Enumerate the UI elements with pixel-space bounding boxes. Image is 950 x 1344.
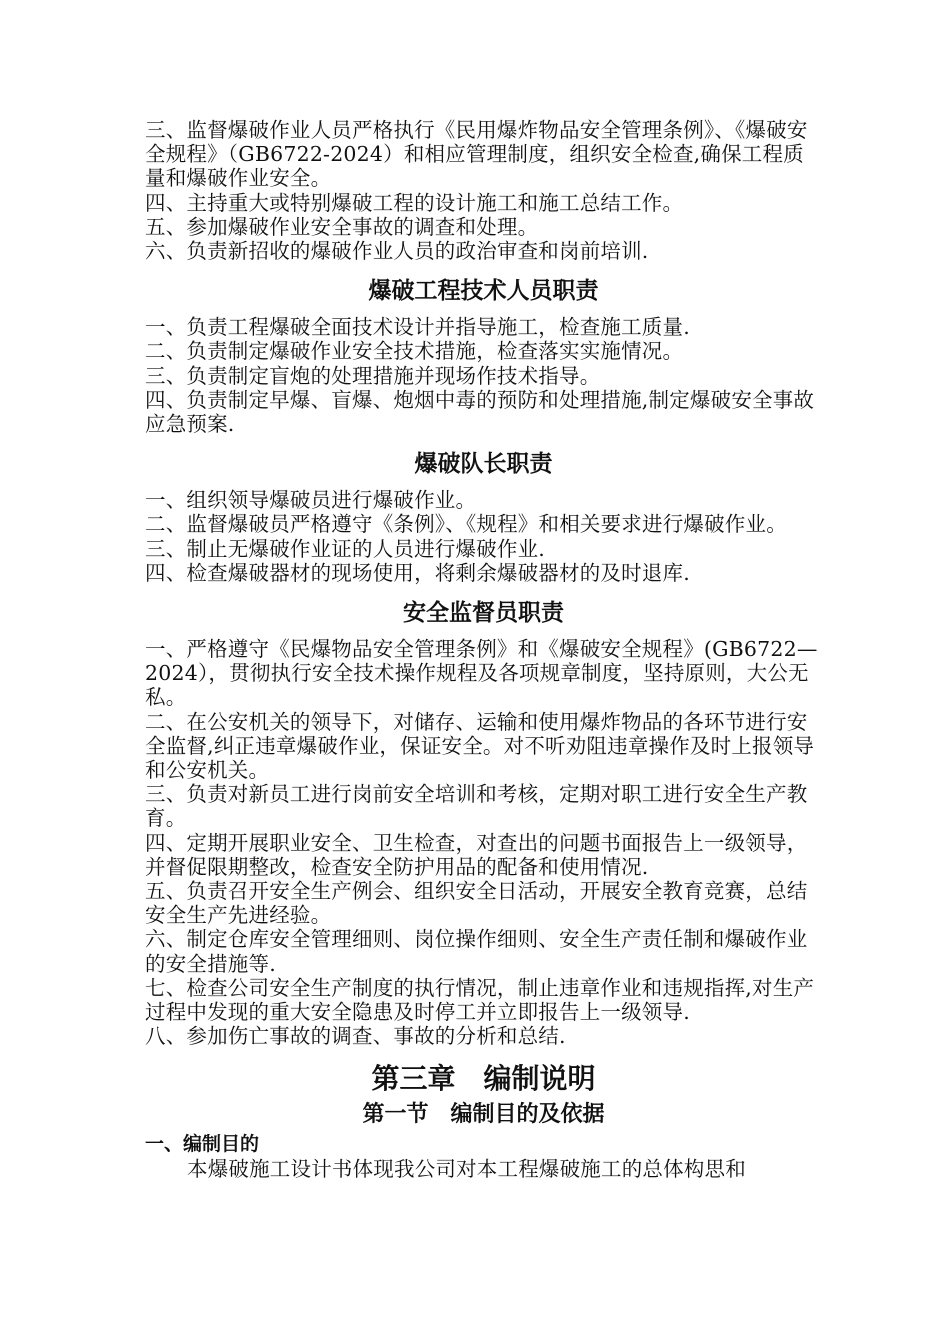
supervisor-duties-continued [145, 118, 822, 263]
duty-item: 二、在公安机关的领导下，对储存、运输和使用爆炸物品的各环节进行安全监督,纠正违章爆破作业，保证安全。对不听劝阻违章操作及时上报领导和公安机关。 [145, 709, 815, 783]
duty-item: 二、负责制定爆破作业安全技术措施，检查落实实施情况。 [145, 339, 684, 364]
duty-item: 三、负责制定盲炮的处理措施并现场作技术指导。 [145, 363, 601, 388]
chapter-title: 第三章 编制说明 [371, 1061, 596, 1095]
duty-item: 七、检查公司安全生产制度的执行情况，制止违章作业和违规指挥,对生产过程中发现的重大安全隐患及时停工并立即报告上一级领导. [145, 975, 815, 1025]
section-heading: 爆破队长职责 [414, 451, 553, 478]
tech-staff-section [145, 277, 822, 436]
subheading: 一、编制目的 [145, 1132, 260, 1155]
duty-item: 三、负责对新员工进行岗前安全培训和考核，定期对职工进行安全生产教育。 [145, 782, 808, 831]
duty-item: 一、组织领导爆破员进行爆破作业。 [145, 488, 477, 513]
duty-item: 四、检查爆破器材的现场使用，将剩余爆破器材的及时退库. [145, 560, 690, 585]
duty-item: 六、负责新招收的爆破作业人员的政治审查和岗前培训. [145, 239, 649, 264]
body-paragraph: 本爆破施工设计书体现我公司对本工程爆破施工的总体构思和 [187, 1156, 746, 1181]
chapter-three [145, 1061, 822, 1181]
section-heading: 安全监督员职责 [403, 600, 564, 627]
section-heading: 爆破工程技术人员职责 [368, 278, 599, 305]
duty-item: 四、主持重大或特别爆破工程的设计施工和施工总结工作。 [145, 190, 684, 215]
duty-item: 一、严格遵守《民爆物品安全管理条例》和《爆破安全规程》(GB6722—2024），贯彻执行安全技术操作规程及各项规章制度，坚持原则，大公无私。 [145, 637, 818, 710]
duty-item: 二、监督爆破员严格遵守《条例》、《规程》和相关要求进行爆破作业。 [145, 512, 787, 537]
duty-item: 三、监督爆破作业人员严格执行《民用爆炸物品安全管理条例》、《爆破安全规程》（GB6722-2024）和相应管理制度，组织安全检查,确保工程质量和爆破作业安全。 [145, 118, 808, 191]
safety-supervisor-section [145, 599, 822, 1048]
duty-item: 五、负责召开安全生产例会、组织安全日活动，开展安全教育竞赛，总结安全生产先进经验。 [145, 879, 808, 928]
section-title: 第一节 编制目的及依据 [362, 1101, 605, 1127]
team-leader-section [145, 450, 822, 585]
duty-item: 一、负责工程爆破全面技术设计并指导施工，检查施工质量. [145, 315, 690, 340]
duty-item: 四、定期开展职业安全、卫生检查，对查出的问题书面报告上一级领导，并督促限期整改，检查安全防护用品的配备和使用情况. [145, 830, 808, 879]
duty-item: 五、参加爆破作业安全事故的调查和处理。 [145, 214, 539, 239]
duty-item: 三、制止无爆破作业证的人员进行爆破作业. [145, 536, 546, 561]
duty-item: 八、参加伤亡事故的调查、事故的分析和总结. [145, 1024, 566, 1049]
duty-item: 六、制定仓库安全管理细则、岗位操作细则、安全生产责任制和爆破作业的安全措施等. [145, 927, 808, 976]
duty-item: 四、负责制定早爆、盲爆、炮烟中毒的预防和处理措施,制定爆破安全事故应急预案. [145, 387, 815, 437]
